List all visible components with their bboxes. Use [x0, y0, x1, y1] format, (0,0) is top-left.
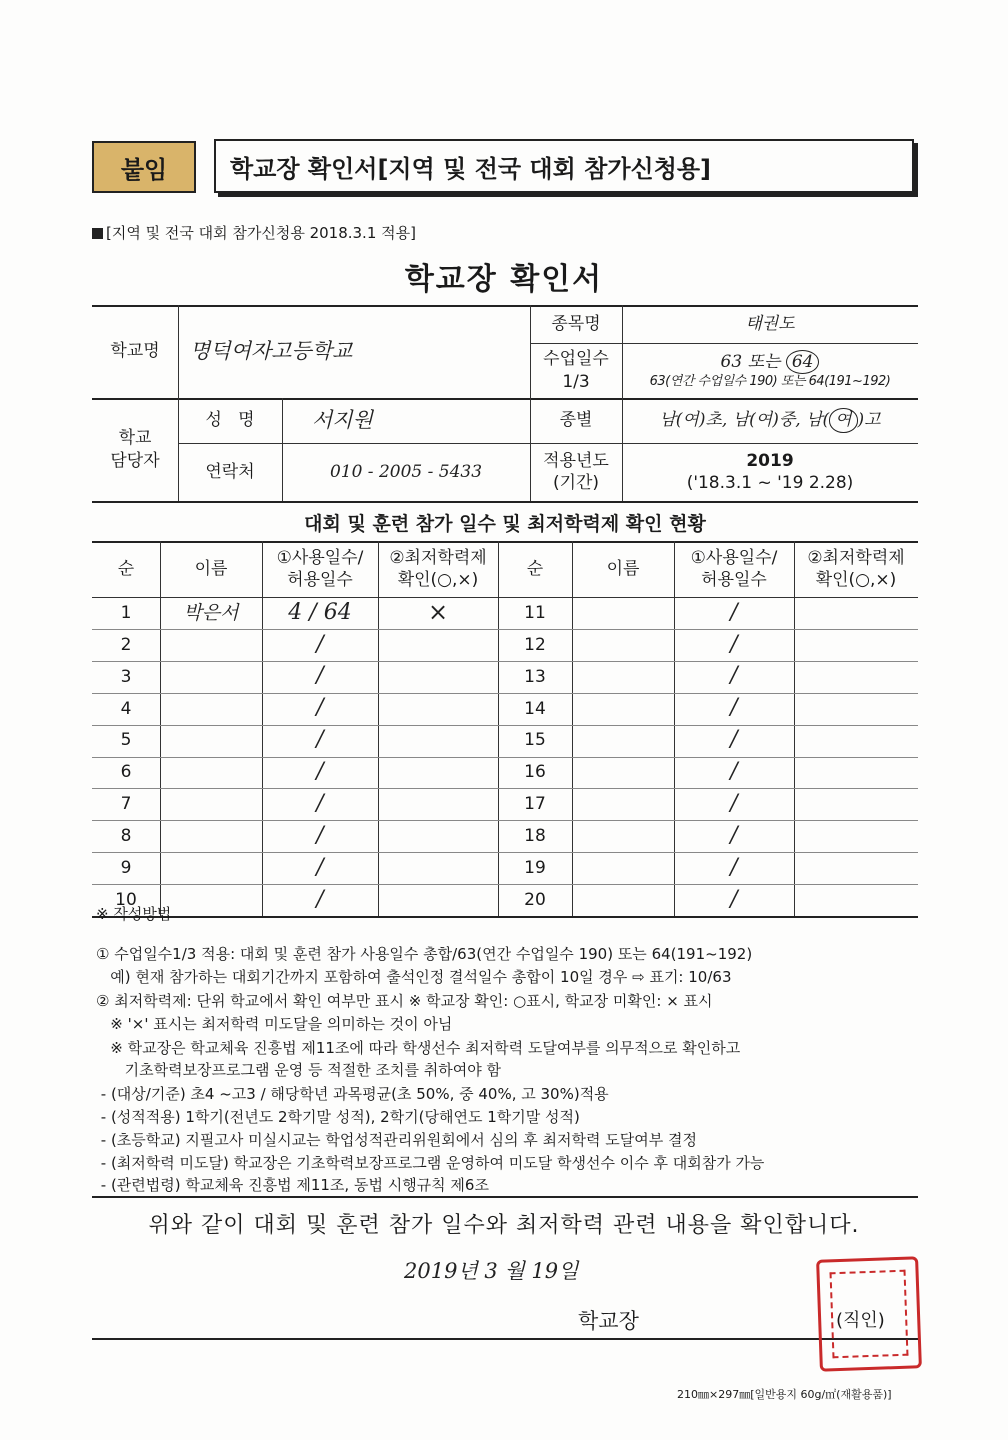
instructions-divider [92, 1196, 918, 1198]
principal-label: 학교장 [578, 1309, 639, 1333]
row-check-field[interactable] [794, 884, 918, 916]
header-used-line2: 허용일수 [701, 570, 767, 590]
row-name-field[interactable] [160, 693, 262, 725]
row-check-field[interactable] [378, 757, 498, 789]
header-min-line1: ②최저학력제 [389, 547, 487, 568]
school-days-label-line2: 1/3 [562, 371, 590, 392]
school-days-circled: 64 [786, 350, 820, 374]
row-number: 2 [120, 634, 132, 655]
gender-options: 남(여)초, 남(여)중, 남( [659, 410, 830, 431]
school-days-label-line1: 수업일수 [543, 349, 609, 370]
row-number: 16 [524, 762, 546, 783]
row-days-field[interactable]: / [730, 695, 738, 721]
school-name-label: 학교명 [110, 341, 160, 362]
row-check-field[interactable] [794, 597, 918, 629]
row-days-field[interactable]: / [316, 695, 324, 721]
contact-value[interactable]: 010 - 2005 - 5433 [329, 461, 483, 482]
row-check-field[interactable] [378, 725, 498, 757]
row-days-field[interactable]: / [316, 791, 324, 817]
row-check-field[interactable]: × [427, 598, 449, 627]
instruction-line: - (대상/기준) 초4 ~고3 / 해당학년 과목평균(초 50%, 중 40%, 고 30%)적용 [96, 1085, 609, 1103]
row-days-field[interactable]: / [316, 663, 324, 689]
row-check-field[interactable] [794, 788, 918, 820]
paper-spec-note: 210㎜×297㎜[일반용지 60g/㎡(재활용품)] [677, 1388, 892, 1401]
year-label [530, 443, 622, 501]
row-name-field[interactable] [160, 884, 262, 916]
instruction-line: - (최저학력 미도달) 학교장은 기초학력보장프로그램 운영하여 미도달 학생선수 이수 후 대회참가 가능 [96, 1154, 765, 1172]
instructions-heading: ※ 작성방법 [96, 905, 172, 923]
instruction-line: - (관련법령) 학교체육 진흥법 제11조, 동법 시행규칙 제6조 [96, 1176, 489, 1194]
row-name-field[interactable] [160, 661, 262, 693]
form-version-text: [지역 및 전국 대회 참가신청용 2018.3.1 적용] [106, 224, 416, 242]
gender-suffix: )고 [857, 410, 881, 431]
row-number: 8 [120, 826, 132, 847]
row-days-field[interactable]: / [316, 854, 324, 880]
row-check-field[interactable] [794, 757, 918, 789]
header-min-line2: 확인(○,×) [397, 570, 479, 590]
row-check-field[interactable] [378, 820, 498, 852]
instruction-line: ※ '×' 표시는 최저학력 미도달을 의미하는 것이 아님 [96, 1015, 453, 1033]
row-check-field[interactable] [378, 693, 498, 725]
row-name-field[interactable] [160, 788, 262, 820]
row-number: 13 [524, 666, 546, 687]
instruction-line: ② 최저학력제: 단위 학교에서 확인 여부만 표시 ※ 학교장 확인: ○표시, 학교장 미확인: × 표시 [96, 992, 713, 1010]
row-name-field[interactable] [160, 820, 262, 852]
row-check-field[interactable] [794, 629, 918, 661]
form-version-note [92, 222, 416, 243]
school-days-value[interactable] [622, 343, 918, 398]
header-name-left: 이름 [194, 558, 228, 579]
header-used-days-left [262, 541, 378, 597]
row-number: 14 [524, 698, 546, 719]
row-name-field[interactable] [572, 629, 674, 661]
row-days-field[interactable]: / [316, 631, 324, 657]
row-name-field[interactable] [572, 852, 674, 884]
row-number: 4 [120, 698, 132, 719]
year-label-line1: 적용년도 [543, 450, 609, 471]
header-min-academic-right [794, 541, 918, 597]
row-name-field[interactable] [572, 661, 674, 693]
gender-circled: 여 [829, 408, 857, 432]
school-days-options: 63 또는 [720, 352, 781, 372]
instruction-line: - (초등학교) 지필고사 미실시교는 학업성적관리위원회에서 심의 후 최저학력 도달여부 결정 [96, 1131, 697, 1149]
row-number: 15 [524, 730, 546, 751]
staff-label-line2: 담당자 [110, 450, 160, 471]
row-number: 3 [120, 666, 132, 687]
instruction-line: ① 수업일수1/3 적용: 대회 및 훈련 참가 사용일수 총합/63(연간 수업일수 190) 또는 64(191~192) [96, 945, 753, 963]
row-days-field[interactable]: / [316, 759, 324, 785]
year-value[interactable] [622, 443, 918, 501]
confirmation-date[interactable]: 2019년 3 월 19일 [404, 1259, 579, 1283]
contact-label: 연락처 [205, 461, 255, 482]
instruction-line: ※ 학교장은 학교체육 진흥법 제11조에 따라 학생선수 최저학력 도달여부를 의무적으로 확인하고 [96, 1039, 741, 1057]
row-name-field[interactable] [160, 852, 262, 884]
header-num-left: 순 [117, 558, 135, 579]
row-days-field[interactable]: 4 / 64 [288, 599, 352, 625]
row-days-field[interactable]: / [730, 822, 738, 848]
header-used-line1: ①사용일수/ [276, 547, 364, 568]
row-check-field[interactable] [378, 852, 498, 884]
row-check-field[interactable] [378, 629, 498, 661]
school-days-label [530, 343, 622, 398]
page-title: 학교장 확인서 [404, 262, 604, 297]
row-days-field[interactable]: / [730, 854, 738, 880]
row-check-field[interactable] [794, 820, 918, 852]
row-number: 12 [524, 634, 546, 655]
row-name-field[interactable] [572, 884, 674, 916]
header-min-line2: 확인(○,×) [815, 570, 897, 590]
row-check-field[interactable] [378, 788, 498, 820]
header-num-right: 순 [526, 558, 544, 579]
staff-name-label: 성 명 [205, 410, 255, 431]
row-days-field[interactable]: / [730, 663, 738, 689]
school-name-value[interactable]: 명덕여자고등학교 [190, 338, 353, 363]
row-number: 19 [524, 858, 546, 879]
row-days-field[interactable]: / [316, 886, 324, 912]
row-number: 7 [120, 794, 132, 815]
row-name-field[interactable] [572, 725, 674, 757]
row-days-field[interactable]: / [730, 599, 738, 625]
instruction-line: 기초학력보장프로그램 운영 등 적절한 조치를 취하여야 함 [96, 1061, 501, 1079]
gender-value[interactable] [622, 398, 918, 443]
attachment-tag: 붙임 [92, 141, 196, 193]
row-number: 1 [120, 602, 132, 623]
row-name-field[interactable] [160, 725, 262, 757]
row-number: 20 [524, 889, 546, 910]
gender-label: 종별 [559, 410, 593, 431]
school-days-note: 63(연간 수업일수 190) 또는 64(191~192) [649, 374, 891, 390]
row-days-field[interactable]: / [730, 631, 738, 657]
row-number: 17 [524, 794, 546, 815]
row-days-field[interactable]: / [730, 791, 738, 817]
row-days-field[interactable]: / [730, 886, 738, 912]
section-title: 대회 및 훈련 참가 일수 및 최저학력제 확인 현황 [304, 513, 706, 535]
row-name-field[interactable] [572, 693, 674, 725]
row-name-field[interactable]: 박은서 [183, 601, 239, 624]
row-days-field[interactable]: / [730, 759, 738, 785]
row-name-field[interactable] [572, 788, 674, 820]
row-days-field[interactable]: / [316, 727, 324, 753]
row-number: 6 [120, 762, 132, 783]
row-check-field[interactable] [378, 661, 498, 693]
row-check-field[interactable] [794, 852, 918, 884]
row-check-field[interactable] [794, 693, 918, 725]
square-bullet-icon [92, 228, 103, 239]
row-check-field[interactable] [378, 884, 498, 916]
staff-label [92, 398, 178, 501]
row-number: 10 [115, 889, 137, 910]
staff-label-line1: 학교 [118, 428, 152, 449]
header-used-line1: ①사용일수/ [690, 547, 778, 568]
staff-name-value[interactable]: 서지원 [312, 407, 373, 432]
row-number: 5 [120, 730, 132, 751]
form-banner-title: 학교장 확인서[지역 및 전국 대회 참가신청용] [214, 139, 914, 193]
row-days-field[interactable]: / [730, 727, 738, 753]
event-value[interactable]: 태권도 [745, 313, 795, 334]
year-period: ('18.3.1 ~ '19 2.28) [686, 473, 854, 493]
row-number: 18 [524, 826, 546, 847]
row-days-field[interactable]: / [316, 822, 324, 848]
row-check-field[interactable] [794, 725, 918, 757]
instruction-line: 예) 현재 참가하는 대회기간까지 포함하여 출석인정 결석일수 총합이 10일 경우 ⇨ 표기: 10/63 [96, 968, 732, 986]
header-used-days-right [674, 541, 794, 597]
row-number: 9 [120, 858, 132, 879]
row-name-field[interactable] [572, 597, 674, 629]
event-label: 종목명 [551, 313, 601, 334]
seal-label: (직인) [836, 1310, 885, 1331]
row-name-field[interactable] [572, 820, 674, 852]
row-number: 11 [524, 602, 546, 623]
instruction-line: - (성적적용) 1학기(전년도 2학기말 성적), 2학기(당해연도 1학기말 성적) [96, 1108, 580, 1126]
row-check-field[interactable] [794, 661, 918, 693]
row-name-field[interactable] [160, 757, 262, 789]
year-value-number: 2019 [746, 450, 794, 471]
header-name-right: 이름 [606, 558, 640, 579]
row-name-field[interactable] [572, 757, 674, 789]
year-label-line2: (기간) [552, 473, 600, 493]
header-used-line2: 허용일수 [287, 570, 353, 590]
header-min-academic-left [378, 541, 498, 597]
footer-divider [92, 1338, 918, 1340]
confirmation-statement: 위와 같이 대회 및 훈련 참가 일수와 최저학력 관련 내용을 확인합니다. [148, 1213, 860, 1238]
header-min-line1: ②최저학력제 [807, 547, 905, 568]
row-name-field[interactable] [160, 629, 262, 661]
